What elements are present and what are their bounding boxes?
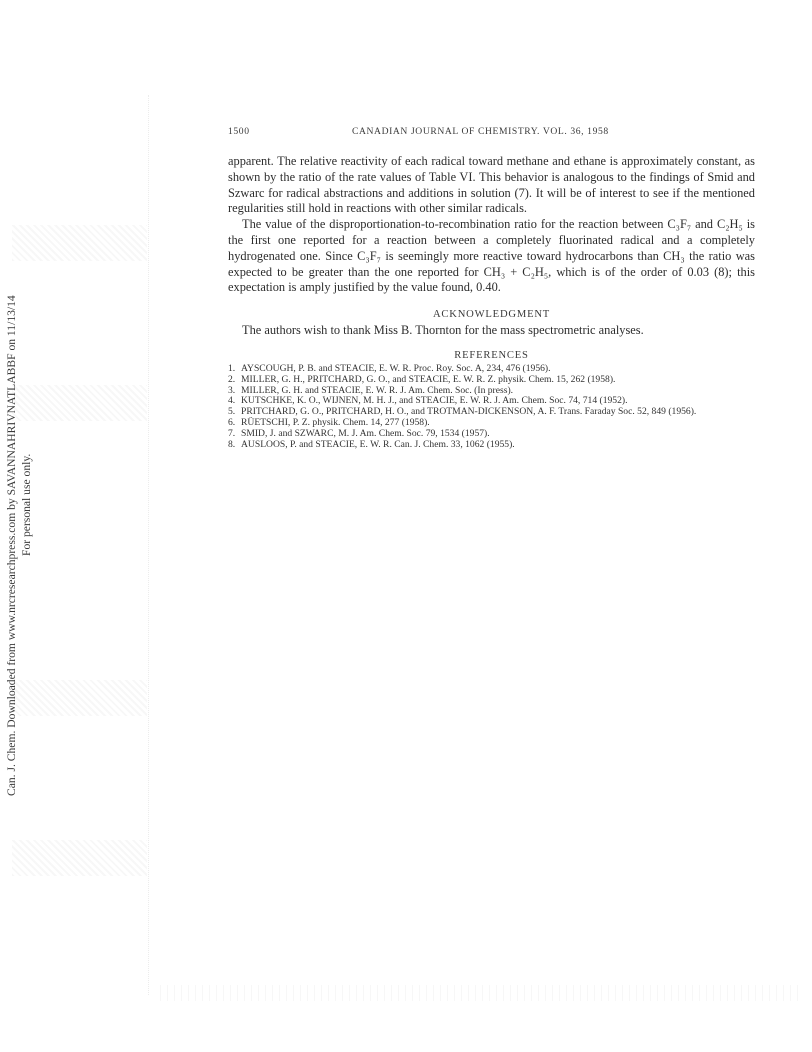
acknowledgment-heading: ACKNOWLEDGMENT [432,309,551,321]
reference-text: RÜETSCHI, P. Z. physik. Chem. 14, 277 (1958). [241,416,430,428]
running-title: CANADIAN JOURNAL OF CHEMISTRY. VOL. 36, 1958 [352,126,609,137]
scan-noise [12,840,147,876]
reference-item [228,429,755,440]
reference-text: MILLER, G. H. and STEACIE, E. W. R. J. Am. Chem. Soc. (In press). [241,384,514,396]
reference-number: 4. [228,395,236,407]
reference-item [228,440,755,451]
reference-number: 3. [228,384,236,396]
references-list [228,364,755,450]
watermark-line-1: Can. J. Chem. Downloaded from www.nrcresearchpress.com by SAVANNAHRIVNATLABBF on 11/13/14 [5,295,18,796]
reference-text: PRITCHARD, G. O., PRITCHARD, H. O., and TROTMAN-DICKENSON, A. F. Trans. Faraday Soc. 52, 849 (1956). [241,406,697,418]
reference-text: AUSLOOS, P. and STEACIE, E. W. R. Can. J. Chem. 33, 1062 (1955). [241,438,515,450]
paragraph: apparent. The relative reactivity of each radical toward methane and ethane is approximately constant, as shown by the ratio of the rate values of Table VI. This behavior is analogous to the findings of Smid and Szwarc for radical abstractions and additions in solution (7). It will be of interest to see if the mentioned regularities still hold in reactions with other similar radicals. [228,154,755,216]
scan-margin-artifact [148,95,161,995]
download-watermark [4,236,40,796]
reference-number: 8. [228,438,236,450]
scan-noise [160,985,800,1001]
journal-page [228,126,755,450]
reference-text: SMID, J. and SZWARC, M. J. Am. Chem. Soc. 79, 1534 (1957). [241,427,490,439]
reference-number: 6. [228,416,236,428]
reference-number: 1. [228,362,236,374]
watermark-line-2: For personal use only. [20,453,33,556]
references-heading: REFERENCES [454,349,529,361]
acknowledgment-text: The authors wish to thank Miss B. Thornton for the mass spectrometric analyses. [242,323,644,338]
body-text [228,154,755,296]
reference-number: 7. [228,427,236,439]
reference-number: 5. [228,406,236,418]
reference-text: AYSCOUGH, P. B. and STEACIE, E. W. R. Proc. Roy. Soc. A, 234, 476 (1956). [241,362,551,374]
page-number: 1500 [228,126,250,137]
paragraph: The value of the disproportionation-to-recombination ratio for the reaction between C₃F₇ and C₂H₅ is the first one reported for a reaction between a completely fluorinated radical and a completely hydrogenated one. Since C₃F₇ is seemingly more reactive toward hydrocarbons than CH₃ the ratio was expected to be greater than the one reported for CH₃ + C₂H₅, which is of the order of 0.03 (8); this expectation is amply justified by the value found, 0.40. [228,217,755,295]
reference-item [228,375,755,386]
reference-number: 2. [228,373,236,385]
reference-text: MILLER, G. H., PRITCHARD, G. O., and STEACIE, E. W. R. Z. physik. Chem. 15, 262 (1958). [241,373,616,385]
reference-text: KUTSCHKE, K. O., WIJNEN, M. H. J., and STEACIE, E. W. R. J. Am. Chem. Soc. 74, 714 (1952). [241,395,628,407]
running-header [228,126,755,140]
